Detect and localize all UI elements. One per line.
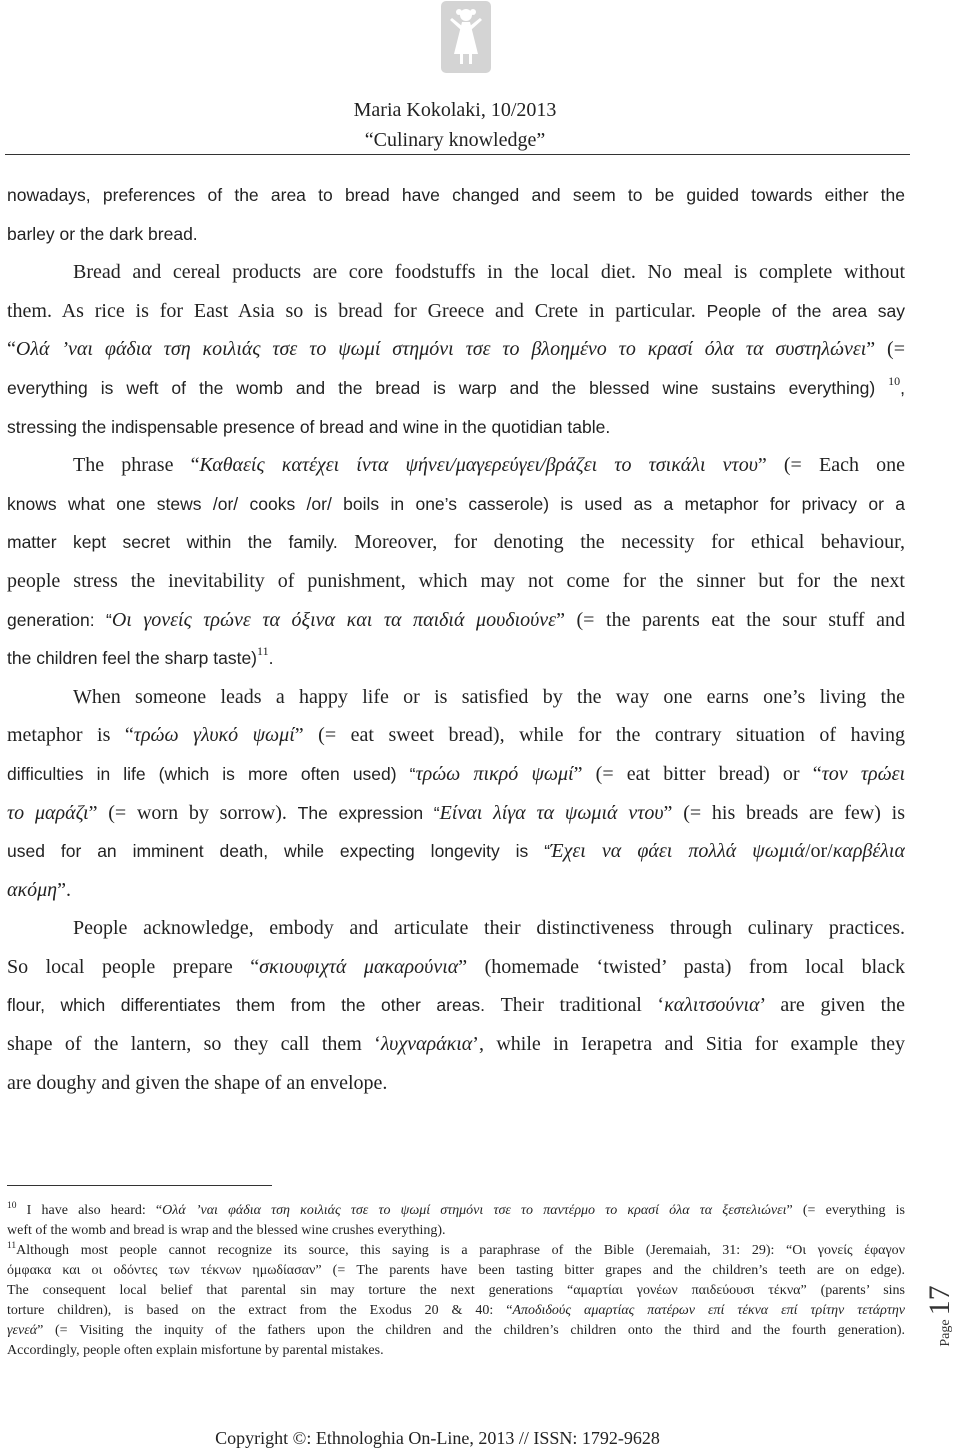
greek-phrase: Οι γονείς τρώνε τα όξινα και τα παιδιά μουδιούνε bbox=[111, 608, 557, 631]
footnote-ref: 10 bbox=[888, 373, 901, 388]
text-run: ” (= his breads are few) is bbox=[663, 801, 905, 824]
greek-phrase: Ολά ’ναι φάδια τση κοιλιάς τσε το ψωμί στημόνι τσε το βλοημένο το κρασί όλα τα συστηλώνει bbox=[15, 338, 867, 361]
text-run: ” (= everything is bbox=[786, 1203, 905, 1218]
text-run: Although most people cannot recognize its source, this saying is a paraphrase of the Bible (Jeremaiah, 31: 29): “Οι γονείς έφαγον bbox=[16, 1243, 905, 1258]
greek-phrase: Αποδιδούς αμαρτίας πατέρων επί τέκνα επί τρίτην τετάρτην bbox=[512, 1303, 905, 1318]
text-run: shape of the lantern, so they call them ‘ bbox=[7, 1033, 381, 1056]
text-run: are doughy and given the shape of an envelope. bbox=[7, 1071, 388, 1094]
footnote-line bbox=[7, 1300, 905, 1320]
text-run: The consequent local belief that parental sin may torture the next generations “αμαρτίαι γονέων παιδεύουσι τέκνα” (parents’ sins bbox=[7, 1283, 905, 1298]
logo-graphic bbox=[440, 0, 492, 74]
text-run: ” (= Each one bbox=[757, 454, 905, 477]
text-run: torture children), is based on the extract from the Exodus 20 & 40: “ bbox=[7, 1303, 513, 1318]
body-line bbox=[7, 562, 905, 601]
text-run: generation: “ bbox=[7, 609, 112, 630]
footnote-line bbox=[7, 1320, 905, 1340]
header-divider bbox=[5, 154, 910, 155]
text-run: stressing the indispensable presence of bread and wine in the quotidian table. bbox=[7, 416, 611, 437]
text-run: όμφακα και οι οδόντες των τέκνων ημωδίασαν” (= The parents have been tasting bitter grapes and the children’s teeth are on edge). bbox=[7, 1263, 905, 1278]
body-text bbox=[7, 176, 905, 1102]
body-line bbox=[7, 794, 905, 833]
greek-phrase: σκιουφιχτά μακαρούνια bbox=[259, 955, 459, 978]
text-run: metaphor is “ bbox=[7, 724, 134, 747]
greek-phrase: τρώω γλυκό ψωμί bbox=[133, 724, 295, 747]
footnote-line bbox=[7, 1240, 905, 1260]
text-run: ” (= Visiting the inquity of the fathers upon the children and the children’s children onto the third and the fourth generation). bbox=[37, 1323, 905, 1338]
greek-phrase: Καθαείς κατέχει ίντα ψήνει/μαγερεύγει/βράζει το τσικάλι ντου bbox=[199, 454, 758, 477]
text-run: knows what one stews /or/ cooks /or/ boils in one’s casserole) is used as a metaphor for privacy or a bbox=[7, 493, 905, 514]
text-run: When someone leads a happy life or is satisfied by the way one earns one’s living the bbox=[73, 685, 905, 708]
footnote-ref: 11 bbox=[257, 644, 269, 659]
footnote-line bbox=[7, 1220, 905, 1240]
text-run: matter kept secret within the family. bbox=[7, 532, 355, 553]
greek-phrase: Είναι λίγα τα ψωμιά ντου bbox=[439, 801, 664, 824]
text-run: People of the area say bbox=[706, 300, 905, 321]
header-author-date: Maria Kokolaki, 10/2013 bbox=[353, 99, 557, 121]
greek-phrase: Έχει να φάει πολλά ψωμιά bbox=[550, 840, 805, 863]
body-line bbox=[7, 639, 905, 678]
text-run: ” (= eat bitter bread) or “ bbox=[573, 762, 822, 785]
body-line bbox=[7, 446, 905, 485]
text-run: The phrase “ bbox=[73, 454, 200, 477]
body-line bbox=[7, 871, 905, 910]
female-figure-icon bbox=[440, 0, 492, 74]
text-run: used for an imminent death, while expecting longevity is “ bbox=[7, 841, 551, 862]
text-run: everything is weft of the womb and the bread is warp and the blessed wine sustains everything) bbox=[7, 377, 889, 398]
text-run: ” (= bbox=[866, 338, 905, 361]
text-run: People acknowledge, embody and articulate their distinctiveness through culinary practices. bbox=[73, 917, 905, 940]
body-line bbox=[7, 1064, 905, 1103]
greek-phrase: τον τρώει bbox=[821, 762, 905, 785]
footnote-separator bbox=[7, 1185, 272, 1186]
greek-phrase: ακόμη bbox=[7, 878, 58, 901]
text-run: So local people prepare “ bbox=[7, 955, 260, 978]
body-line bbox=[7, 986, 905, 1025]
greek-phrase: τρώω πικρό ψωμί bbox=[415, 762, 574, 785]
greek-phrase: Ολά ’ναι φάδια τση κοιλιάς τσε το ψωμί στημόνι τσε το παντέρμο το κρασί όλα τα ξεστελιώνει bbox=[162, 1203, 787, 1218]
body-line bbox=[7, 678, 905, 717]
page-number bbox=[924, 1266, 956, 1366]
body-line bbox=[7, 176, 905, 215]
body-line bbox=[7, 523, 905, 562]
footnote-number: 10 bbox=[7, 1201, 17, 1211]
footer-copyright: Copyright ©: Ethnologhia On-Line, 2013 // ISSN: 1792-9628 bbox=[215, 1428, 660, 1448]
body-line bbox=[7, 909, 905, 948]
text-run: them. As rice is for East Asia so is bread for Greece and Crete in particular. bbox=[7, 299, 707, 322]
text-run: “ bbox=[7, 338, 16, 361]
text-run: difficulties in life (which is more often used) “ bbox=[7, 763, 416, 784]
body-line bbox=[7, 369, 905, 408]
greek-phrase: καλιτσούνια bbox=[664, 994, 760, 1017]
greek-phrase: το μαράζι bbox=[7, 801, 89, 824]
text-run: Their traditional ‘ bbox=[500, 994, 665, 1017]
body-line bbox=[7, 1025, 905, 1064]
greek-phrase: γενεά bbox=[7, 1323, 38, 1338]
body-line bbox=[7, 716, 905, 755]
text-run: ’ are given the bbox=[759, 994, 905, 1017]
text-run: The expression “ bbox=[297, 802, 440, 823]
greek-phrase: λυχναράκια bbox=[380, 1033, 473, 1056]
header-title: “Culinary knowledge” bbox=[364, 129, 546, 151]
text-run: ”. bbox=[57, 878, 71, 901]
footnote-line bbox=[7, 1260, 905, 1280]
body-line bbox=[7, 485, 905, 524]
page-number-value: 17 bbox=[923, 1285, 956, 1316]
text-run: flour, which differentiates them from the other areas. bbox=[7, 995, 501, 1016]
body-line bbox=[7, 948, 905, 987]
text-run: Bread and cereal products are core foodstuffs in the local diet. No meal is complete without bbox=[73, 261, 905, 284]
footnote-line bbox=[7, 1200, 905, 1220]
body-line bbox=[7, 601, 905, 640]
text-run: ’, while in Ierapetra and Sitia for example they bbox=[472, 1033, 905, 1056]
body-line bbox=[7, 330, 905, 369]
text-run: people stress the inevitability of punishment, which may not come for the sinner but for the next bbox=[7, 569, 905, 592]
text-run: /or/ bbox=[804, 840, 833, 863]
text-run: . bbox=[268, 648, 274, 669]
text-run: ” (= the parents eat the sour stuff and bbox=[556, 608, 905, 631]
text-run: Accordingly, people often explain misfortune by parental mistakes. bbox=[7, 1343, 384, 1358]
text-run: barley or the dark bread. bbox=[7, 223, 198, 244]
text-run: nowadays, preferences of the area to bread have changed and seem to be guided towards either the bbox=[7, 185, 905, 205]
body-line bbox=[7, 253, 905, 292]
text-run: ” (= worn by sorrow). bbox=[88, 801, 298, 824]
body-line bbox=[7, 832, 905, 871]
text-run: , bbox=[900, 377, 905, 398]
text-run: I have also heard: “ bbox=[16, 1203, 163, 1218]
footnote-number: 11 bbox=[7, 1241, 17, 1251]
body-line bbox=[7, 755, 905, 794]
text-run: Moreover, for denoting the necessity for ethical behaviour, bbox=[354, 531, 905, 554]
body-line bbox=[7, 408, 905, 447]
text-run: the children feel the sharp taste) bbox=[7, 648, 258, 669]
footnote-line bbox=[7, 1340, 905, 1360]
text-run: ” (homemade ‘twisted’ pasta) from local black bbox=[458, 955, 905, 978]
body-line bbox=[7, 292, 905, 331]
footnote-line bbox=[7, 1280, 905, 1300]
footnotes bbox=[7, 1200, 905, 1360]
text-run: weft of the womb and bread is wrap and the blessed wine crushes everything). bbox=[7, 1223, 446, 1238]
greek-phrase: καρβέλια bbox=[832, 840, 905, 863]
body-line bbox=[7, 215, 905, 254]
page-label: Page bbox=[938, 1319, 953, 1347]
text-run: ” (= eat sweet bread), while for the contrary situation of having bbox=[294, 724, 905, 747]
